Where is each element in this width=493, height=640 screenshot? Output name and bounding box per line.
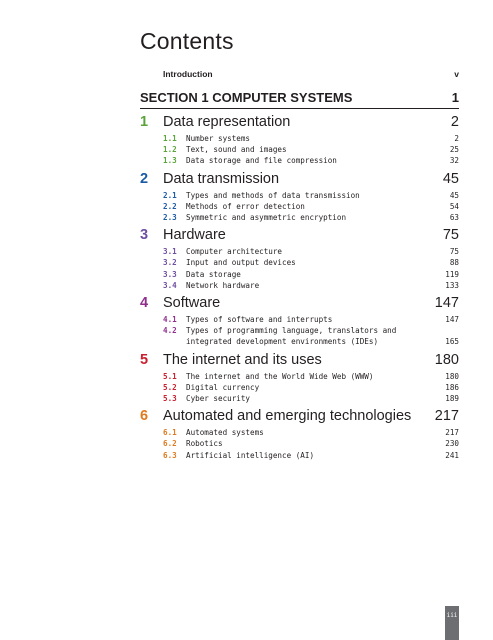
subsection-page: 63: [449, 213, 459, 223]
subsection-number: 5.1: [163, 371, 177, 381]
chapter-entry[interactable]: [140, 295, 459, 314]
subsection-page: 241: [445, 450, 459, 460]
subsection-title: Data storage: [186, 269, 241, 279]
subsection-title: Text, sound and images: [186, 145, 287, 155]
subsection-number: 3.1: [163, 247, 177, 257]
chapter-title: Data representation: [163, 114, 291, 130]
chapter-page: 180: [434, 351, 459, 368]
subsection-title: Automated systems: [186, 428, 264, 438]
subsection-page: 133: [445, 280, 459, 290]
subsection-entry[interactable]: [140, 450, 459, 461]
subsection-number: 1.3: [163, 156, 177, 166]
chapter-block: [140, 408, 459, 461]
chapter-number: 3: [140, 227, 149, 244]
subsection-entry[interactable]: [140, 382, 459, 393]
folio-page-number: iii: [446, 612, 458, 619]
subsection-number: 6.2: [163, 439, 177, 449]
subsection-entry[interactable]: [140, 133, 459, 144]
chapter-list: [140, 114, 459, 465]
subsection-title: Types and methods of data transmission: [186, 190, 360, 200]
subsection-title: Number systems: [186, 134, 251, 143]
subsection-number: 3.3: [163, 269, 177, 279]
subsection-entry[interactable]: [140, 325, 459, 347]
subsection-title: Robotics: [186, 439, 223, 449]
subsection-entry[interactable]: [140, 190, 459, 201]
intro-entry[interactable]: [163, 69, 459, 79]
subsection-entry[interactable]: [140, 427, 459, 438]
chapter-title: Data transmission: [163, 170, 280, 187]
subsection-entry[interactable]: [140, 393, 459, 404]
subsection-page: 189: [445, 394, 459, 404]
section-heading[interactable]: [140, 90, 459, 109]
subsection-number: 2.1: [163, 190, 177, 200]
subsection-number: 2.2: [163, 201, 177, 211]
subsection-page: 88: [449, 258, 459, 268]
subsection-number: 5.2: [163, 382, 177, 392]
subsection-entry[interactable]: [140, 269, 459, 280]
subsection-entry[interactable]: [140, 280, 459, 291]
chapter-number: 4: [140, 295, 149, 312]
subsection-entry[interactable]: [140, 155, 459, 166]
subsection-title: Network hardware: [186, 280, 260, 290]
subsection-title: Types of programming language, translators and integrated development environments (IDEs): [186, 326, 397, 347]
chapter-number: 1: [140, 114, 149, 130]
subsection-title: Types of software and interrupts: [186, 315, 333, 325]
subsection-number: 6.3: [163, 450, 177, 460]
subsection-number: 3.2: [163, 258, 177, 268]
chapter-entry[interactable]: [140, 352, 459, 371]
subsection-page: 186: [445, 382, 459, 392]
chapter-page: 2: [450, 114, 459, 130]
subsection-number: 1.1: [163, 134, 177, 143]
chapter-block: [140, 227, 459, 291]
chapter-block: [140, 352, 459, 405]
chapter-entry[interactable]: [140, 408, 459, 427]
subsection-title: Data storage and file compression: [186, 156, 337, 166]
intro-label: Introduction: [163, 69, 213, 79]
subsection-number: 2.3: [163, 213, 177, 223]
subsection-entry[interactable]: [140, 144, 459, 155]
subsection-number: 5.3: [163, 394, 177, 404]
subsection-title: Artificial intelligence (AI): [186, 450, 315, 460]
subsection-entry[interactable]: [140, 201, 459, 212]
chapter-page: 75: [442, 227, 459, 244]
subsection-page: 147: [445, 315, 459, 325]
subsection-page: 25: [449, 145, 459, 155]
subsection-page: 54: [449, 201, 459, 211]
subsection-title: Input and output devices: [186, 258, 296, 268]
folio-tab: [445, 606, 459, 640]
subsection-page: 75: [449, 247, 459, 257]
subsection-entry[interactable]: [140, 438, 459, 449]
chapter-number: 2: [140, 170, 149, 187]
subsection-page: 165: [445, 337, 459, 347]
chapter-block: [140, 295, 459, 348]
subsection-page: 2: [454, 134, 459, 143]
subsection-entry[interactable]: [140, 212, 459, 223]
subsection-entry[interactable]: [140, 371, 459, 382]
chapter-entry[interactable]: [140, 171, 459, 190]
subsection-number: 4.1: [163, 315, 177, 325]
subsection-number: 1.2: [163, 145, 177, 155]
section-page: 1: [451, 90, 459, 105]
chapter-title: Software: [163, 295, 221, 312]
subsection-entry[interactable]: [140, 314, 459, 325]
chapter-entry[interactable]: [140, 227, 459, 246]
subsection-title: Digital currency: [186, 382, 260, 392]
chapter-title: Automated and emerging technologies: [163, 408, 412, 425]
subsection-page: 32: [449, 156, 459, 166]
subsection-number: 6.1: [163, 428, 177, 438]
chapter-entry[interactable]: [140, 114, 459, 133]
chapter-number: 6: [140, 408, 149, 425]
subsection-page: 119: [445, 269, 459, 279]
section-label: SECTION 1 COMPUTER SYSTEMS: [140, 90, 353, 105]
subsection-title: Methods of error detection: [186, 201, 305, 211]
subsection-entry[interactable]: [140, 257, 459, 268]
chapter-number: 5: [140, 351, 149, 368]
subsection-page: 217: [445, 428, 459, 438]
subsection-number: 3.4: [163, 280, 177, 290]
chapter-page: 45: [442, 170, 459, 187]
subsection-page: 45: [449, 190, 459, 200]
subsection-number: 4.2: [163, 326, 177, 336]
chapter-title: The internet and its uses: [163, 351, 322, 368]
subsection-title: Computer architecture: [186, 247, 283, 257]
page-title: Contents: [140, 28, 234, 54]
chapter-title: Hardware: [163, 227, 226, 244]
intro-page: v: [454, 69, 459, 79]
subsection-page: 230: [445, 439, 459, 449]
chapter-block: [140, 114, 459, 167]
chapter-block: [140, 171, 459, 224]
chapter-page: 147: [434, 295, 459, 312]
subsection-title: The internet and the World Wide Web (WWW): [186, 371, 374, 381]
subsection-title: Symmetric and asymmetric encryption: [186, 213, 347, 223]
subsection-entry[interactable]: [140, 246, 459, 257]
subsection-title: Cyber security: [186, 394, 251, 404]
chapter-page: 217: [434, 408, 459, 425]
subsection-page: 180: [445, 371, 459, 381]
